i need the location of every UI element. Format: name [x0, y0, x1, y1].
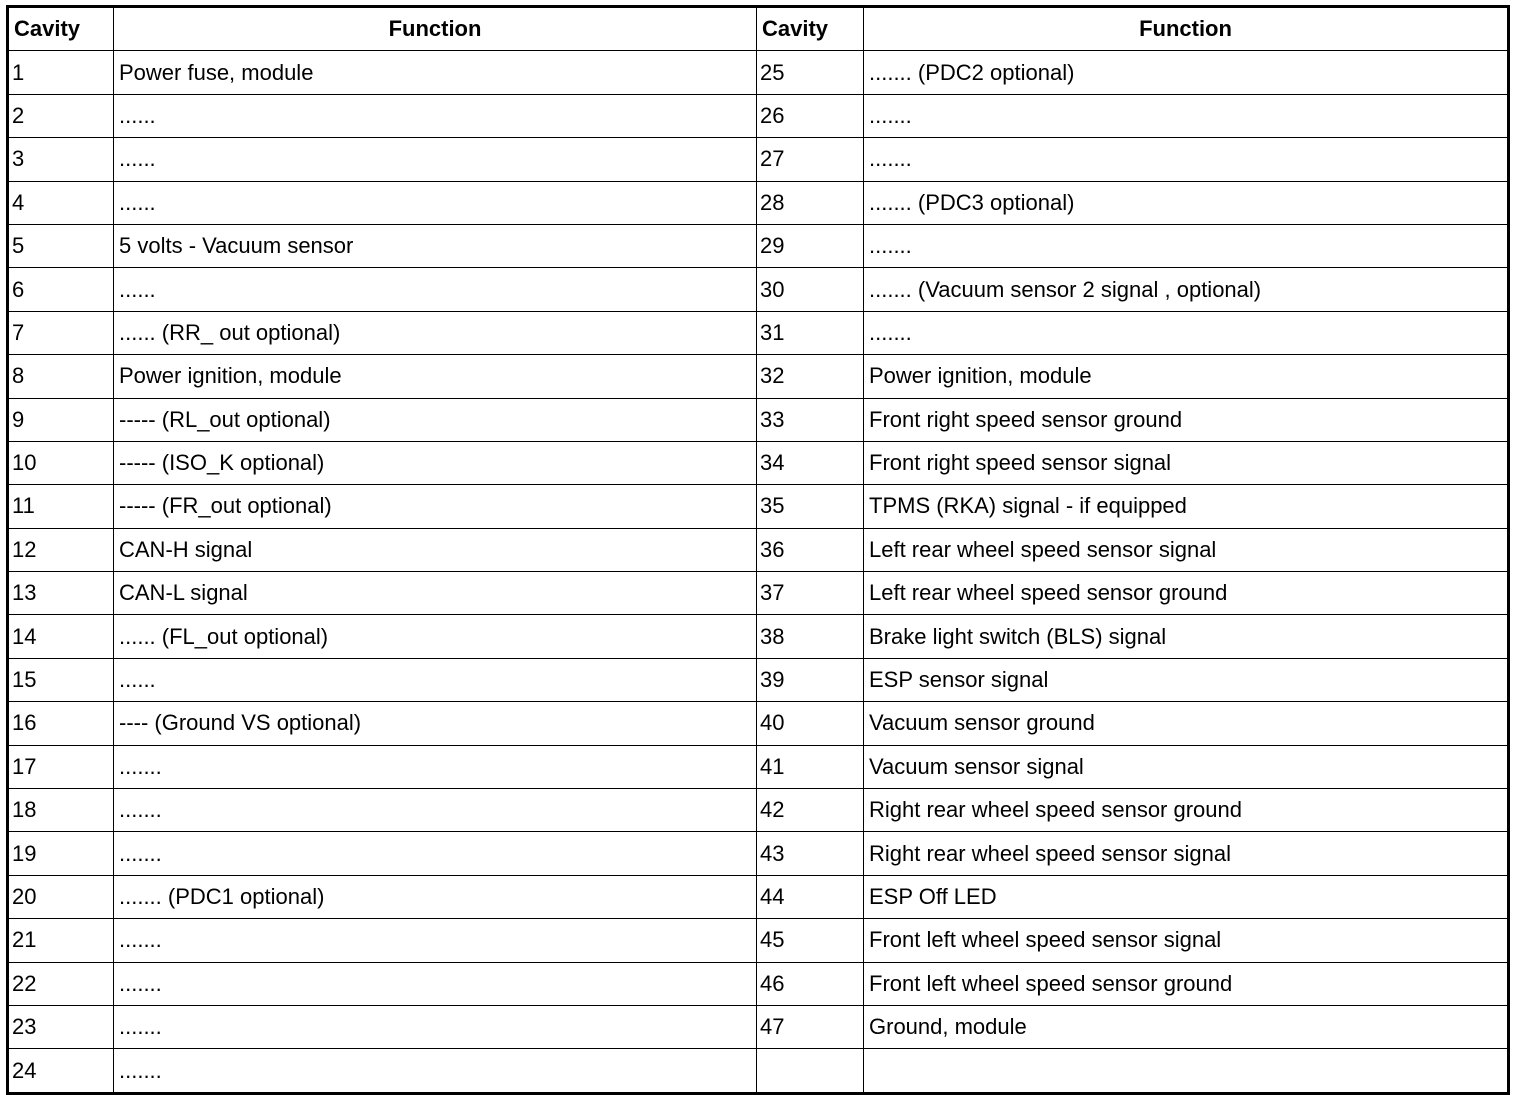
cavity-cell-left: 4 [8, 181, 114, 224]
table-row [8, 94, 1509, 137]
function-cell-left: ....... [114, 745, 757, 788]
function-cell-left: ...... [114, 268, 757, 311]
table-row [8, 615, 1509, 658]
cavity-cell-right: 46 [757, 962, 864, 1005]
cavity-cell-left: 8 [8, 355, 114, 398]
cavity-cell-right: 40 [757, 702, 864, 745]
cavity-cell-right: 38 [757, 615, 864, 658]
cavity-cell-left: 22 [8, 962, 114, 1005]
header-cavity-right: Cavity [757, 7, 864, 51]
cavity-cell-right: 26 [757, 94, 864, 137]
function-cell-right: Left rear wheel speed sensor ground [864, 572, 1509, 615]
function-cell-left: CAN-H signal [114, 528, 757, 571]
table-row [8, 485, 1509, 528]
table-row [8, 789, 1509, 832]
table-row [8, 875, 1509, 918]
function-cell-right: Left rear wheel speed sensor signal [864, 528, 1509, 571]
table-row [8, 832, 1509, 875]
cavity-cell-right: 27 [757, 138, 864, 181]
function-cell-right: Power ignition, module [864, 355, 1509, 398]
cavity-cell-left: 5 [8, 224, 114, 267]
function-cell-left: ...... (FL_out optional) [114, 615, 757, 658]
cavity-cell-left: 15 [8, 658, 114, 701]
function-cell-left: ....... [114, 1049, 757, 1093]
function-cell-right: Ground, module [864, 1005, 1509, 1048]
cavity-cell-right [757, 1049, 864, 1093]
function-cell-right: Vacuum sensor ground [864, 702, 1509, 745]
function-cell-right: ESP sensor signal [864, 658, 1509, 701]
function-cell-right: Front right speed sensor signal [864, 441, 1509, 484]
header-function-right: Function [864, 7, 1509, 51]
connector-pinout-table [6, 5, 1510, 1095]
cavity-cell-left: 23 [8, 1005, 114, 1048]
header-function-left: Function [114, 7, 757, 51]
function-cell-left: ...... [114, 138, 757, 181]
function-cell-left: ...... (RR_ out optional) [114, 311, 757, 354]
cavity-cell-right: 34 [757, 441, 864, 484]
table-row [8, 268, 1509, 311]
function-cell-right: ....... [864, 94, 1509, 137]
function-cell-right: Front left wheel speed sensor signal [864, 919, 1509, 962]
function-cell-right: Right rear wheel speed sensor signal [864, 832, 1509, 875]
function-cell-right: ....... (PDC3 optional) [864, 181, 1509, 224]
table-row [8, 181, 1509, 224]
function-cell-right: Brake light switch (BLS) signal [864, 615, 1509, 658]
function-cell-left: ----- (FR_out optional) [114, 485, 757, 528]
table-row [8, 311, 1509, 354]
cavity-cell-left: 1 [8, 51, 114, 94]
function-cell-right [864, 1049, 1509, 1093]
table-row [8, 138, 1509, 181]
cavity-cell-right: 37 [757, 572, 864, 615]
table-row [8, 1005, 1509, 1048]
function-cell-right: TPMS (RKA) signal - if equipped [864, 485, 1509, 528]
cavity-cell-left: 21 [8, 919, 114, 962]
cavity-cell-right: 28 [757, 181, 864, 224]
function-cell-left: Power fuse, module [114, 51, 757, 94]
cavity-cell-left: 6 [8, 268, 114, 311]
cavity-cell-right: 39 [757, 658, 864, 701]
function-cell-left: ...... [114, 181, 757, 224]
cavity-cell-left: 2 [8, 94, 114, 137]
cavity-cell-left: 16 [8, 702, 114, 745]
function-cell-left: ...... [114, 94, 757, 137]
function-cell-left: ....... [114, 1005, 757, 1048]
table-row [8, 1049, 1509, 1093]
function-cell-right: ....... [864, 138, 1509, 181]
function-cell-left: ---- (Ground VS optional) [114, 702, 757, 745]
table-row [8, 224, 1509, 267]
function-cell-left: ...... [114, 658, 757, 701]
function-cell-left: ....... [114, 962, 757, 1005]
cavity-cell-left: 14 [8, 615, 114, 658]
cavity-cell-right: 47 [757, 1005, 864, 1048]
cavity-cell-left: 7 [8, 311, 114, 354]
cavity-cell-right: 43 [757, 832, 864, 875]
table-row [8, 745, 1509, 788]
table-row [8, 398, 1509, 441]
table-row [8, 51, 1509, 94]
table-row [8, 441, 1509, 484]
cavity-cell-left: 12 [8, 528, 114, 571]
cavity-cell-right: 31 [757, 311, 864, 354]
table-body [8, 51, 1509, 1093]
function-cell-left: 5 volts - Vacuum sensor [114, 224, 757, 267]
header-row [8, 7, 1509, 51]
table-row [8, 919, 1509, 962]
cavity-cell-right: 42 [757, 789, 864, 832]
table-row [8, 658, 1509, 701]
cavity-cell-left: 13 [8, 572, 114, 615]
function-cell-right: ....... [864, 224, 1509, 267]
function-cell-right: ESP Off LED [864, 875, 1509, 918]
header-cavity-left: Cavity [8, 7, 114, 51]
table-row [8, 572, 1509, 615]
cavity-cell-right: 32 [757, 355, 864, 398]
function-cell-left: CAN-L signal [114, 572, 757, 615]
cavity-cell-right: 44 [757, 875, 864, 918]
table-row [8, 355, 1509, 398]
cavity-cell-right: 41 [757, 745, 864, 788]
cavity-cell-left: 10 [8, 441, 114, 484]
cavity-cell-left: 18 [8, 789, 114, 832]
cavity-cell-right: 36 [757, 528, 864, 571]
function-cell-right: Right rear wheel speed sensor ground [864, 789, 1509, 832]
cavity-cell-left: 3 [8, 138, 114, 181]
cavity-cell-left: 17 [8, 745, 114, 788]
function-cell-left: ....... (PDC1 optional) [114, 875, 757, 918]
function-cell-right: Front left wheel speed sensor ground [864, 962, 1509, 1005]
function-cell-left: ----- (ISO_K optional) [114, 441, 757, 484]
cavity-cell-right: 25 [757, 51, 864, 94]
table-row [8, 962, 1509, 1005]
cavity-cell-left: 24 [8, 1049, 114, 1093]
cavity-cell-right: 29 [757, 224, 864, 267]
function-cell-right: ....... [864, 311, 1509, 354]
function-cell-left: ....... [114, 832, 757, 875]
function-cell-right: Front right speed sensor ground [864, 398, 1509, 441]
function-cell-right: ....... (PDC2 optional) [864, 51, 1509, 94]
cavity-cell-left: 11 [8, 485, 114, 528]
function-cell-right: Vacuum sensor signal [864, 745, 1509, 788]
function-cell-left: ....... [114, 789, 757, 832]
function-cell-right: ....... (Vacuum sensor 2 signal , optional) [864, 268, 1509, 311]
cavity-cell-left: 20 [8, 875, 114, 918]
table-row [8, 528, 1509, 571]
cavity-cell-right: 45 [757, 919, 864, 962]
cavity-cell-left: 9 [8, 398, 114, 441]
function-cell-left: Power ignition, module [114, 355, 757, 398]
function-cell-left: ....... [114, 919, 757, 962]
function-cell-left: ----- (RL_out optional) [114, 398, 757, 441]
table-row [8, 702, 1509, 745]
cavity-cell-right: 35 [757, 485, 864, 528]
cavity-cell-right: 33 [757, 398, 864, 441]
cavity-cell-left: 19 [8, 832, 114, 875]
cavity-cell-right: 30 [757, 268, 864, 311]
